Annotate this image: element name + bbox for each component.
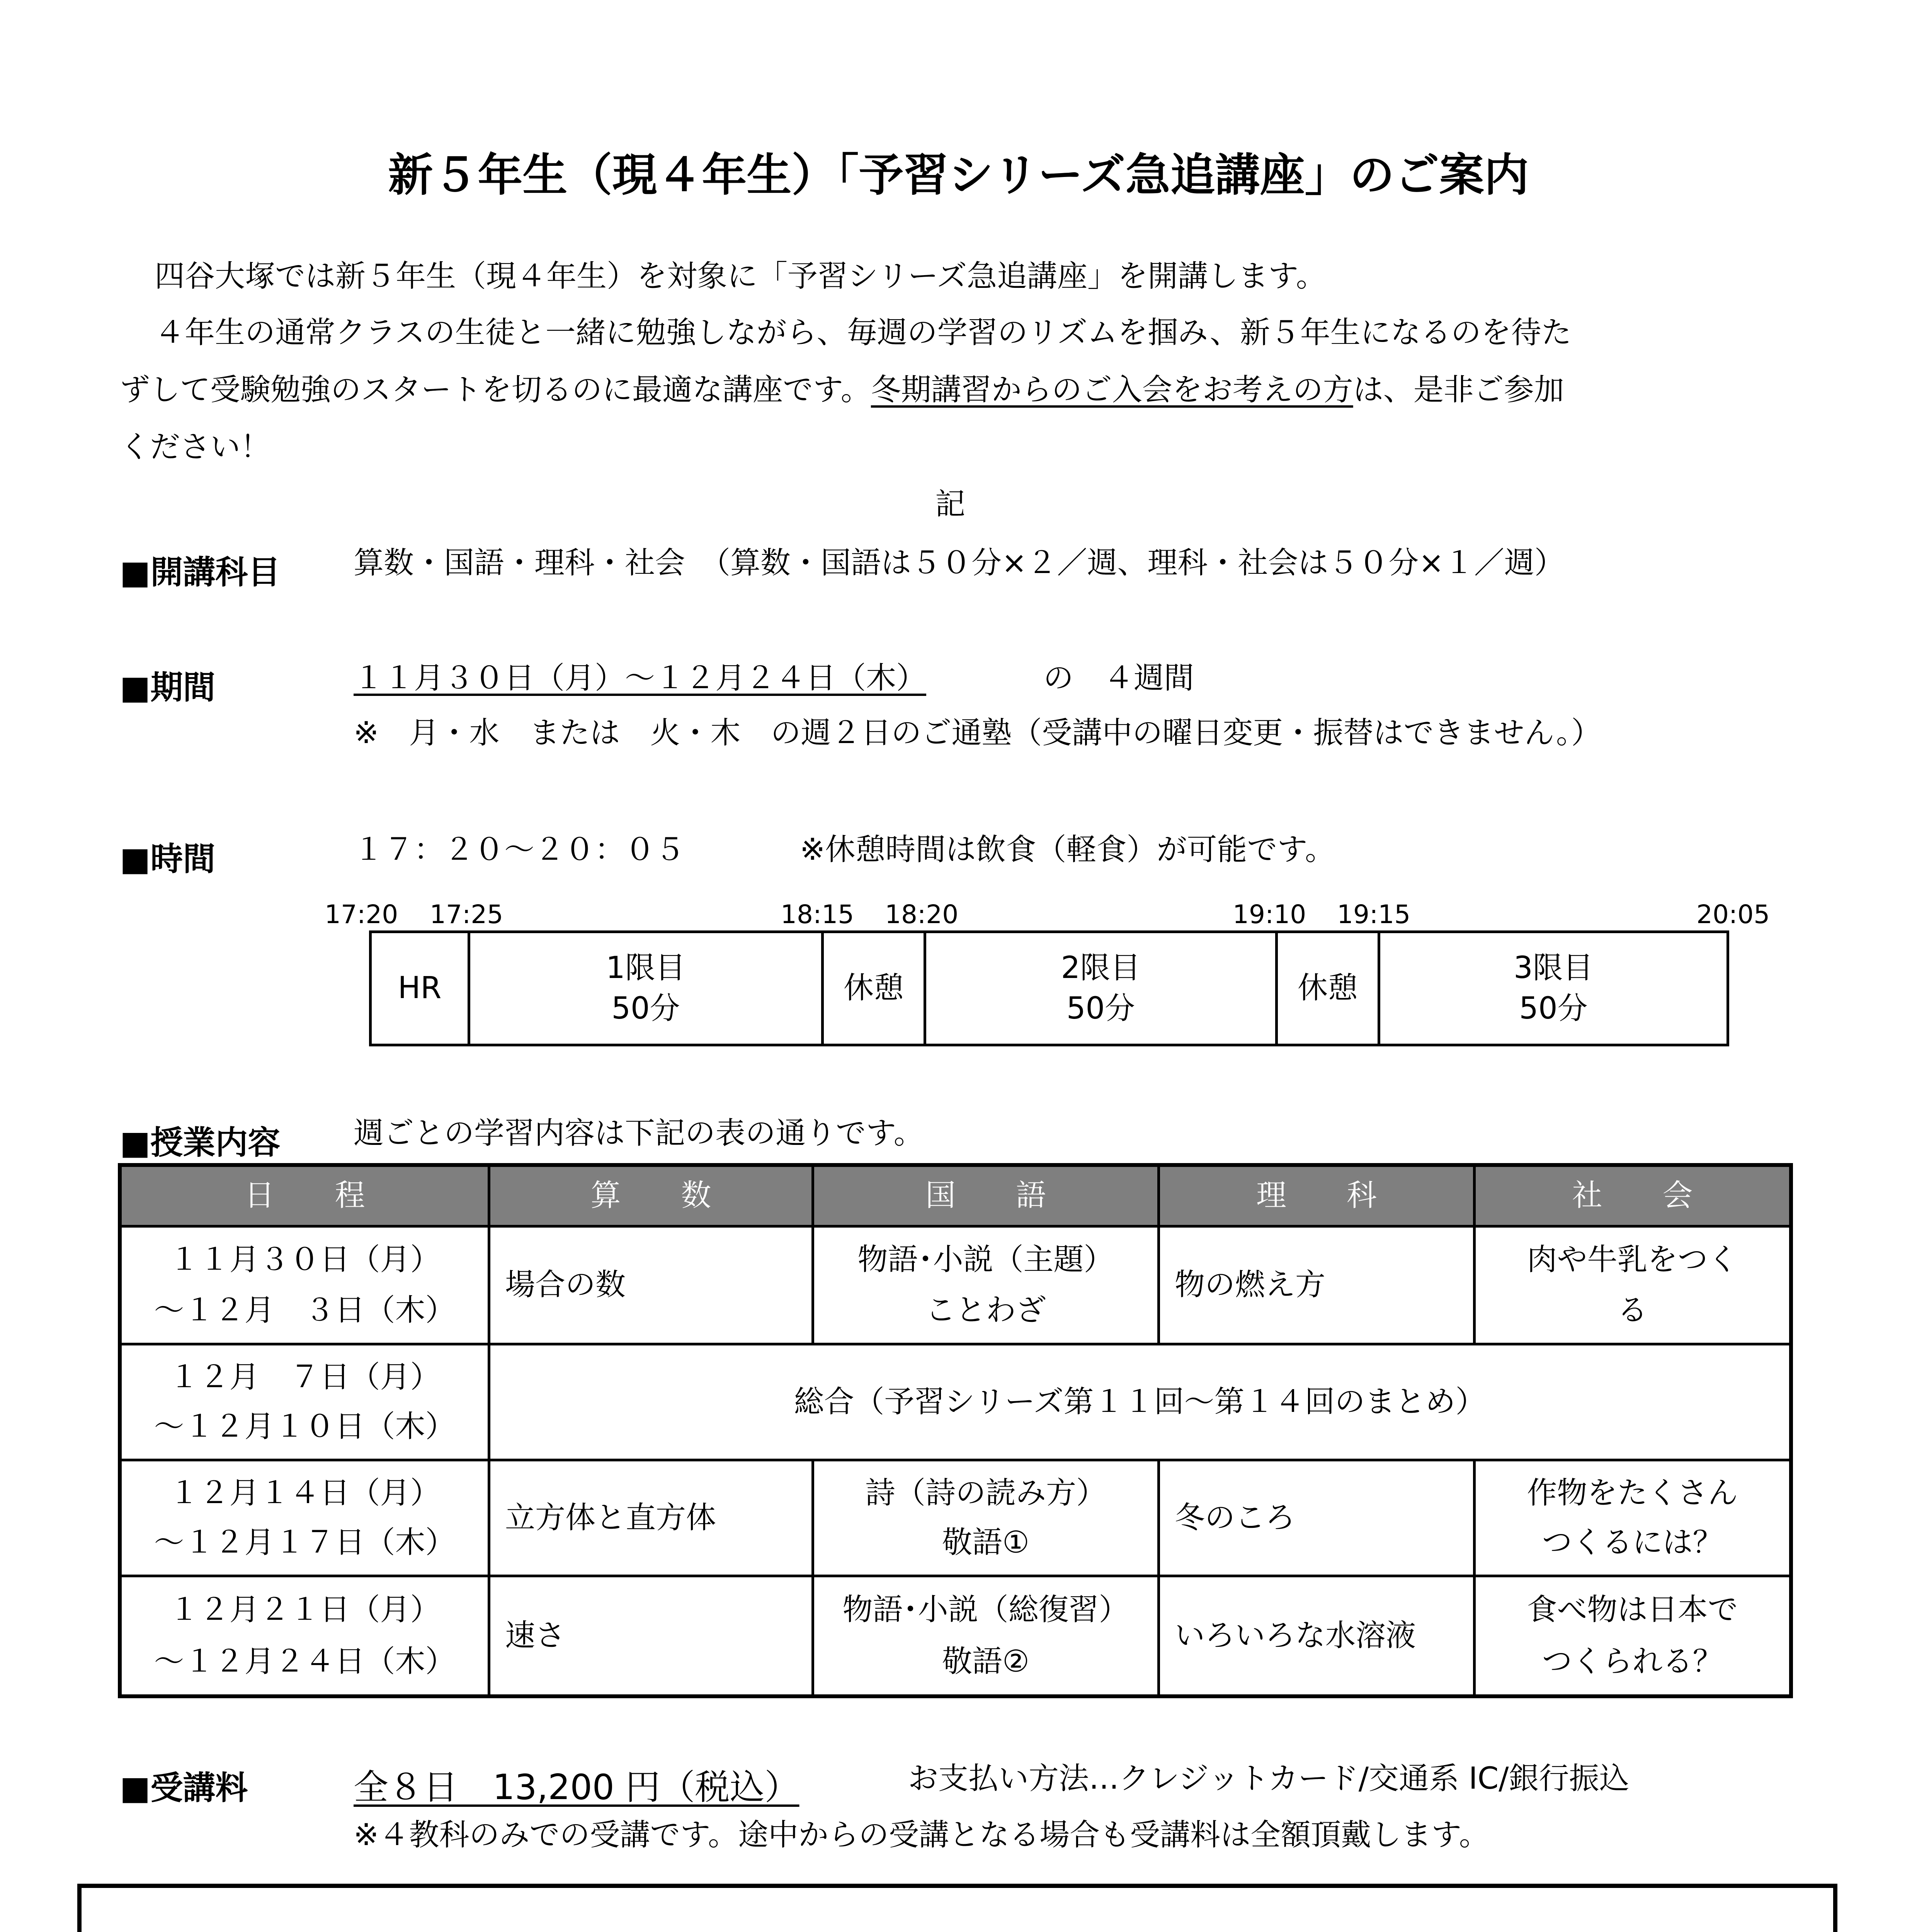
tick-label: 20:05 — [1696, 900, 1770, 929]
subjects-label: ■開講科目 — [120, 553, 281, 591]
table-row-date: １２月１４日（月） ～１２月１７日（木） — [154, 1475, 456, 1560]
table-cell-math: 場合の数 — [505, 1267, 626, 1303]
timeline-block-period-2: 2限目 50分 — [1061, 950, 1141, 1026]
table-header-science: 理 科 — [1256, 1178, 1377, 1213]
table-row-date: １１月３０日（月） ～１２月 ３日（木） — [154, 1242, 456, 1328]
table-header-math: 算 数 — [590, 1178, 711, 1213]
table-cell-social: 肉や牛乳をつく る — [1527, 1242, 1738, 1328]
page-title: 新５年生（現４年生）「予習シリーズ急追講座」のご案内 — [388, 149, 1529, 201]
table-cell-merged: 総合（予習シリーズ第１１回～第１４回のまとめ） — [794, 1384, 1486, 1419]
table-cell-social: 食べ物は日本で つくられる？ — [1527, 1592, 1738, 1679]
timeline-block-hr: HR — [398, 971, 442, 1006]
time-note: ※休憩時間は飲食（軽食）が可能です。 — [800, 832, 1335, 867]
fee-label: ■受講料 — [120, 1769, 248, 1807]
table-header-japanese: 国 語 — [925, 1178, 1046, 1213]
intro-line-3: ずして受験勉強のスタートを切るのに最適な講座です。冬期講習からのご入会をお考えの方は、是非ご参加 — [120, 372, 1564, 407]
fee-payment: お支払い方法…クレジットカード/交通系 IC/銀行振込 — [908, 1761, 1630, 1796]
intro-line-1: 四谷大塚では新５年生（現４年生）を対象に「予習シリーズ急追講座」を開講します。 — [155, 259, 1326, 294]
intro-underline: 冬期講習からのご入会をお考えの方 — [871, 372, 1353, 407]
period-value: １１月３０日（月）～１２月２４日（木） — [354, 661, 927, 696]
table-cell-japanese: 物語･小説（総復習） 敬語② — [842, 1592, 1129, 1679]
table-header-social: 社 会 — [1572, 1178, 1693, 1213]
tick-label: 17:20 — [325, 900, 398, 929]
table-cell-japanese: 物語･小説（主題） ことわざ — [857, 1242, 1114, 1328]
table-row-date: １２月２１日（月） ～１２月２４日（木） — [154, 1592, 456, 1679]
table-row-date: １２月 ７日（月） ～１２月１０日（木） — [154, 1359, 456, 1444]
time-value: １７：２０～２０：０５ — [354, 832, 685, 867]
table-cell-math: 速さ — [505, 1618, 566, 1653]
tick-label: 19:10 — [1233, 900, 1306, 929]
intro-line-4: ください！ — [120, 430, 271, 464]
period-label: ■期間 — [120, 668, 216, 706]
ki-mark: 記 — [935, 487, 966, 522]
enrollment-flow-box — [77, 1884, 1837, 1932]
intro-line-2: ４年生の通常クラスの生徒と一緒に勉強しながら、毎週の学習のリズムを掴み、新５年生になるのを待た — [155, 315, 1572, 350]
timeline-block-period-1: 1限目 50分 — [606, 950, 685, 1026]
tick-label: 18:20 — [885, 900, 959, 929]
table-header-date: 日 程 — [244, 1178, 365, 1213]
table-cell-science: 物の燃え方 — [1175, 1267, 1326, 1303]
period-note: ※ 月・水 または 火・木 の週２日のご通塾（受講中の曜日変更・振替はできません。） — [354, 716, 1602, 750]
period-suffix: の ４週間 — [1043, 661, 1194, 696]
table-cell-math: 立方体と直方体 — [505, 1500, 716, 1535]
timeline-block-period-3: 3限目 50分 — [1514, 950, 1593, 1026]
time-label: ■時間 — [120, 840, 216, 878]
subjects-value: 算数・国語・理科・社会 （算数・国語は５０分×２／週、理科・社会は５０分×１／週） — [354, 546, 1565, 580]
tick-label: 19:15 — [1337, 900, 1411, 929]
fee-note: ※４教科のみでの受講です。途中からの受講となる場合も受講料は全額頂戴します。 — [354, 1818, 1489, 1852]
tick-label: 18:15 — [781, 900, 854, 929]
table-cell-japanese: 詩（詩の読み方） 敬語① — [865, 1475, 1106, 1560]
timeline-block-break: 休憩 — [843, 971, 904, 1006]
table-cell-social: 作物をたくさん つくるには？ — [1527, 1475, 1738, 1560]
content-desc: 週ごとの学習内容は下記の表の通りです。 — [354, 1116, 924, 1151]
fee-value: 全８日 13,200 円（税込） — [354, 1767, 799, 1808]
content-label: ■授業内容 — [120, 1124, 281, 1162]
table-cell-science: 冬のころ — [1175, 1500, 1296, 1535]
table-cell-science: いろいろな水溶液 — [1175, 1618, 1416, 1653]
tick-label: 17:25 — [430, 900, 503, 929]
timeline-block-break: 休憩 — [1297, 971, 1358, 1006]
